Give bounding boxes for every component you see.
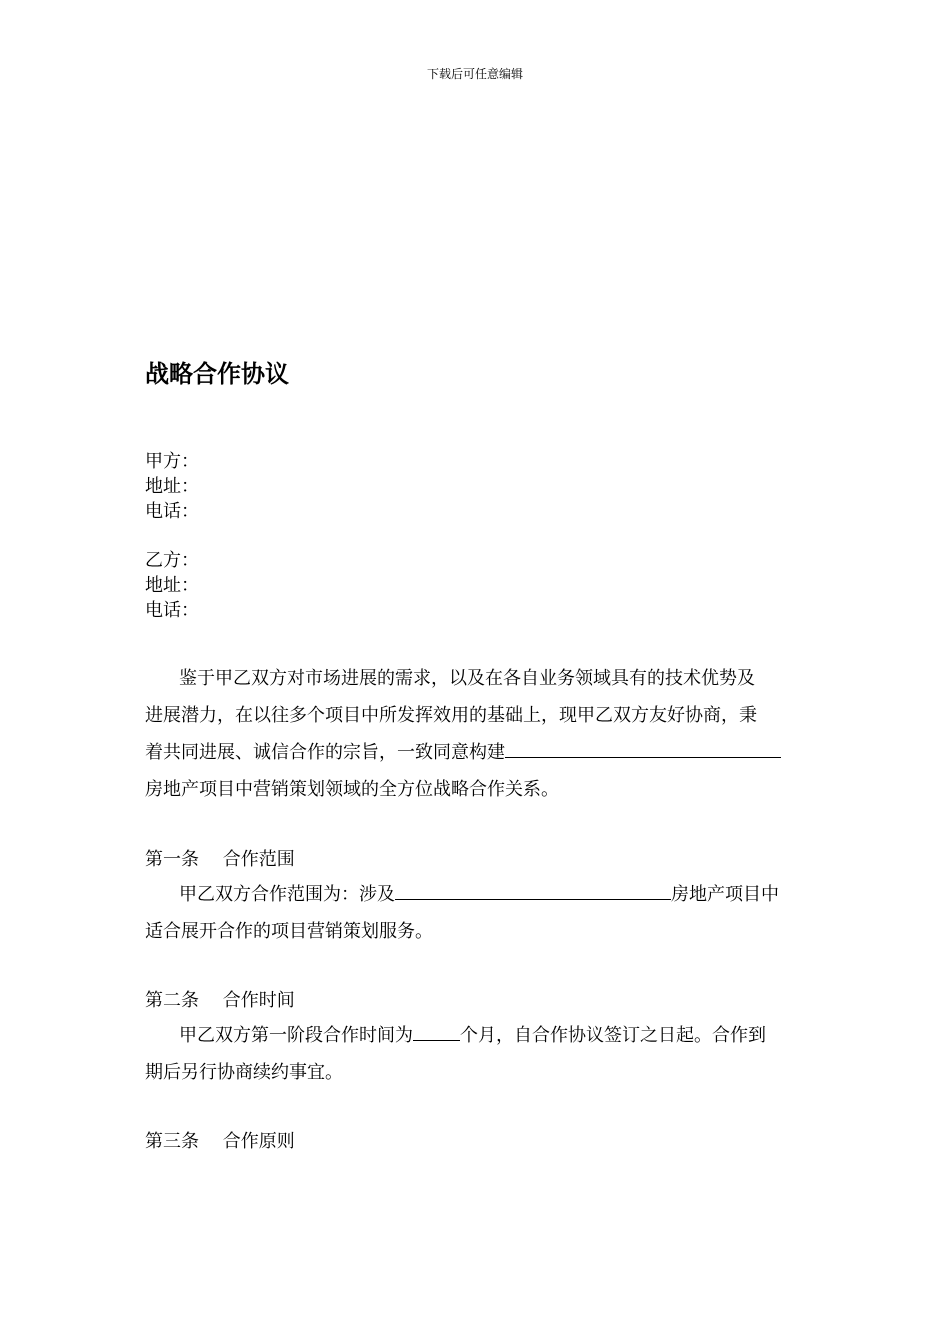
document-title: 战略合作协议 — [145, 359, 289, 388]
party-a-name-label: 甲方： — [145, 451, 199, 472]
article-2-line-1-after: 个月，自合作协议签订之日起。合作到 — [460, 1025, 766, 1046]
party-b-block — [145, 548, 199, 623]
project-name-blank — [505, 735, 781, 758]
party-a-address-label: 地址： — [145, 476, 199, 497]
preamble-paragraph — [145, 660, 805, 808]
party-b-phone-label: 电话： — [145, 600, 199, 621]
article-2-line-1 — [145, 1017, 805, 1054]
scope-project-blank — [395, 877, 671, 900]
party-b-address-label: 地址： — [145, 575, 199, 596]
article-1-line-1-before: 甲乙双方合作范围为：涉及 — [179, 884, 395, 905]
article-1-line-2: 适合展开合作的项目营销策划服务。 — [145, 921, 433, 942]
preamble-line-3-text: 着共同进展、诚信合作的宗旨，一致同意构建 — [145, 742, 505, 763]
preamble-line-1: 鉴于甲乙双方对市场进展的需求，以及在各自业务领域具有的技术优势及 — [179, 668, 755, 689]
page-header-note: 下载后可任意编辑 — [426, 67, 523, 81]
party-a-phone-label: 电话： — [145, 501, 199, 522]
article-2-heading: 第二条 合作时间 — [145, 990, 295, 1011]
duration-months-blank — [413, 1018, 460, 1041]
article-1-line-1 — [145, 876, 805, 913]
article-2-line-2: 期后另行协商续约事宜。 — [145, 1062, 343, 1083]
article-1-paragraph — [145, 876, 805, 950]
preamble-line-4: 房地产项目中营销策划领域的全方位战略合作关系。 — [145, 779, 559, 800]
article-3-heading: 第三条 合作原则 — [145, 1131, 295, 1152]
article-1-heading: 第一条 合作范围 — [145, 849, 295, 870]
preamble-line-2: 进展潜力，在以往多个项目中所发挥效用的基础上，现甲乙双方友好协商，秉 — [145, 705, 757, 726]
article-2-line-1-before: 甲乙双方第一阶段合作时间为 — [179, 1025, 413, 1046]
article-2-paragraph — [145, 1017, 805, 1091]
party-b-name-label: 乙方： — [145, 550, 199, 571]
article-1-line-1-after: 房地产项目中 — [671, 884, 779, 905]
party-a-block — [145, 449, 199, 524]
preamble-line-3 — [145, 734, 805, 771]
